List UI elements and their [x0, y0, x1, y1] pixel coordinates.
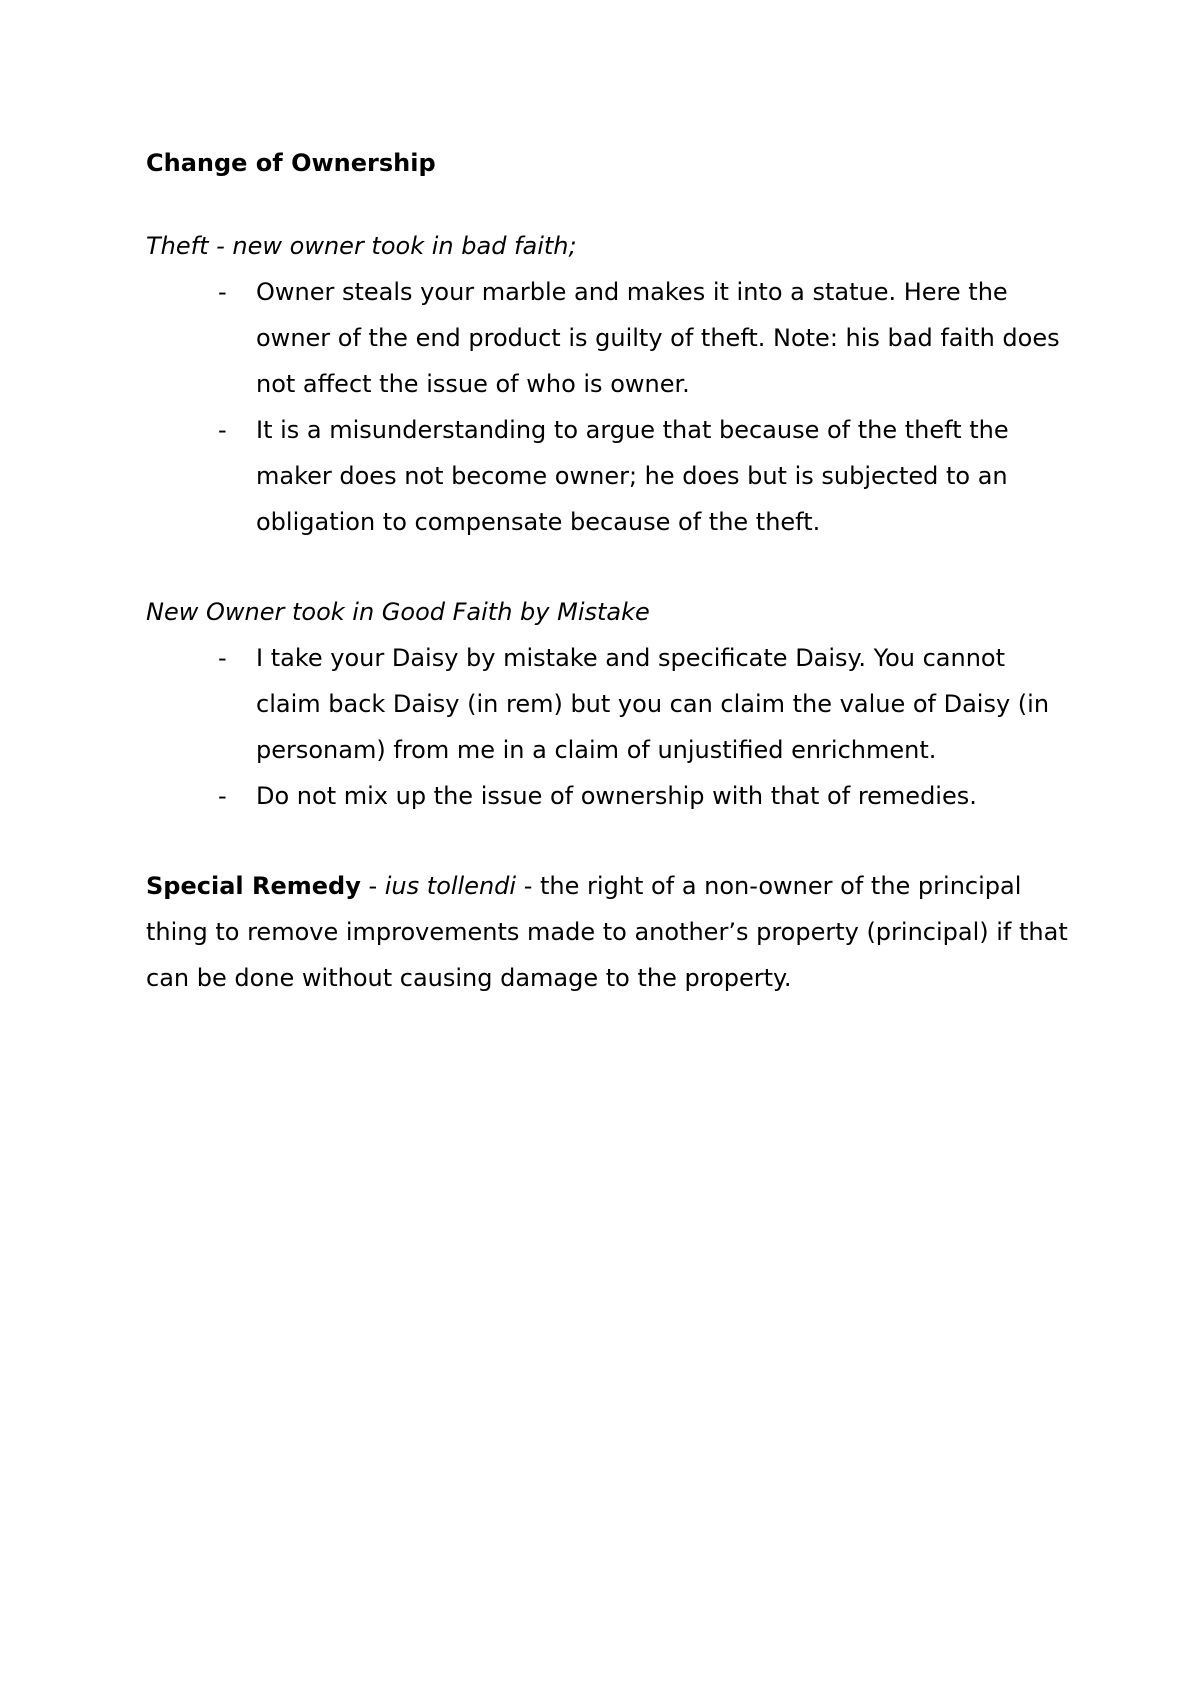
document-title: Change of Ownership — [146, 149, 436, 177]
bullet-dash: - — [218, 278, 227, 306]
list-item — [146, 773, 1070, 819]
remedy-term: ius tollendi — [384, 872, 517, 900]
remedy-label: Special Remedy — [146, 872, 361, 900]
list-item — [146, 269, 1070, 407]
bullet-dash: - — [218, 416, 227, 444]
list-item — [146, 635, 1070, 773]
list-item — [146, 407, 1070, 545]
bullet-dash: - — [218, 644, 227, 672]
section-heading: Theft - new owner took in bad faith; — [146, 232, 577, 260]
section-good-faith — [146, 589, 1070, 819]
bullet-list — [146, 635, 1070, 819]
remedy-text: the right of a non-owner of the principal thing to remove improvements made to another’s property (principal) if that can be done without causing damage to the property. — [146, 872, 1068, 992]
list-item-text: Owner steals your marble and makes it into a statue. Here the owner of the end product is guilty of theft. Note: his bad faith does not affect the issue of who is owner. — [256, 278, 1060, 398]
bullet-dash: - — [218, 782, 227, 810]
section-theft — [146, 223, 1070, 545]
bullet-list — [146, 269, 1070, 545]
list-item-text: I take your Daisy by mistake and specificate Daisy. You cannot claim back Daisy (in rem) but you can claim the value of Daisy (in personam) from me in a claim of unjustified enrichment. — [256, 644, 1050, 764]
list-item-text: It is a misunderstanding to argue that because of the theft the maker does not become owner; he does but is subjected to an obligation to compensate because of the theft. — [256, 416, 1009, 536]
list-item-text: Do not mix up the issue of ownership with that of remedies. — [256, 782, 977, 810]
special-remedy-paragraph — [146, 863, 1070, 1001]
section-heading: New Owner took in Good Faith by Mistake — [146, 598, 650, 626]
remedy-separator: - — [360, 872, 385, 900]
remedy-separator: - — [516, 872, 541, 900]
